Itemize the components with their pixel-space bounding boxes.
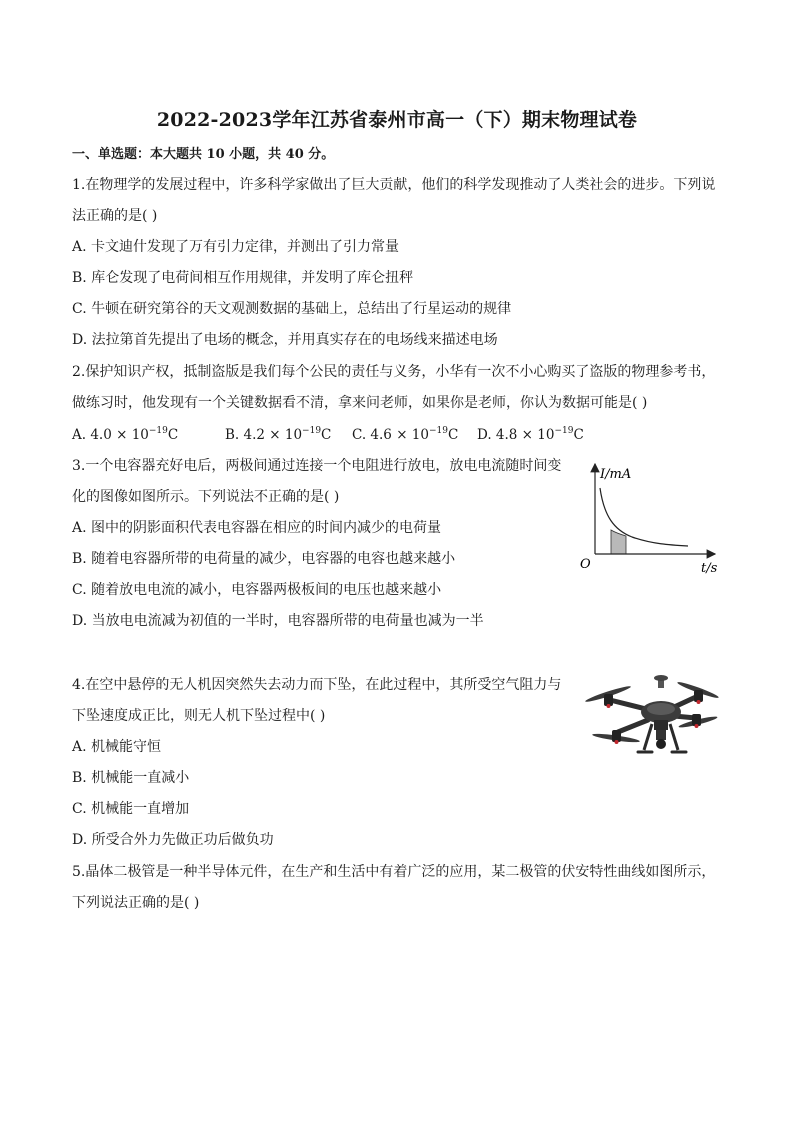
q4-option-b: B. 机械能一直减小 [72,770,190,786]
q1-stem-line2: 法正确的是( ) [72,208,158,224]
origin-label: O [580,557,591,572]
q1-option-b: B. 库仑发现了电荷间相互作用规律，并发明了库仑扭秤 [72,270,414,286]
exam-title: 2022-2023学年江苏省泰州市高一（下）期末物理试卷 [156,109,638,131]
q4-stem-line2: 下坠速度成正比，则无人机下坠过程中( ) [72,708,326,724]
q1-stem-line1: 1.在物理学的发展过程中，许多科学家做出了巨大贡献，他们的科学发现推动了人类社会的进步。下列说 [72,177,716,193]
q4-option-d: D. 所受合外力先做正功后做负功 [72,832,274,848]
q4-option-c: C. 机械能一直增加 [72,801,190,817]
q4-option-a: A. 机械能守恒 [72,739,162,755]
q3-option-b: B. 随着电容器所带的电荷量的减少，电容器的电容也越来越小 [72,551,456,567]
q5-stem-line1: 5.晶体二极管是一种半导体元件，在生产和生活中有着广泛的应用，某二极管的伏安特性曲线如图所示， [72,864,716,880]
q2-stem-line2: 做练习时，他发现有一个关键数据看不清，拿来问老师，如果你是老师，你认为数据可能是( ) [72,395,648,411]
q2-stem-line1: 2.保护知识产权，抵制盗版是我们每个公民的责任与义务，小华有一次不小心购买了盗版的物理参考书， [72,364,716,380]
y-axis-label: I/mA [600,467,632,482]
q2-option-d: D. $4.8 \times 10^{-19}C$ [477,426,584,443]
discharge-current-graph [570,456,730,580]
q3-option-c: C. 随着放电电流的减小，电容器两极板间的电压也越来越小 [72,582,442,598]
q2-option-b: B. $4.2 \times 10^{-19}C$ [225,426,332,443]
q3-option-a: A. 图中的阴影面积代表电容器在相应的时间内减少的电荷量 [72,520,442,536]
q3-stem-line1: 3.一个电容器充好电后，两极间通过连接一个电阻进行放电，放电电流随时间变 [72,458,562,474]
q1-option-a: A. 卡文迪什发现了万有引力定律，并测出了引力常量 [72,239,400,255]
q1-option-d: D. 法拉第首先提出了电场的概念，并用真实存在的电场线来描述电场 [72,332,498,348]
drone-image [580,672,722,778]
q1-option-c: C. 牛顿在研究第谷的天文观测数据的基础上，总结出了行星运动的规律 [72,301,512,317]
q3-stem-line2: 化的图像如图所示。下列说法不正确的是( ) [72,489,340,505]
q3-option-d: D. 当放电电流减为初值的一半时，电容器所带的电荷量也减为一半 [72,613,484,629]
x-axis-label: t/s [701,561,718,576]
q4-stem-line1: 4.在空中悬停的无人机因突然失去动力而下坠，在此过程中，其所受空气阻力与 [72,677,562,693]
section-heading: 一、单选题：本大题共 10 小题，共 40 分。 [72,147,335,162]
q2-option-c: C. $4.6 \times 10^{-19}C$ [352,426,459,443]
q5-stem-line2: 下列说法正确的是( ) [72,895,200,911]
q2-option-a: A. $4.0 \times 10^{-19}C$ [72,426,179,443]
